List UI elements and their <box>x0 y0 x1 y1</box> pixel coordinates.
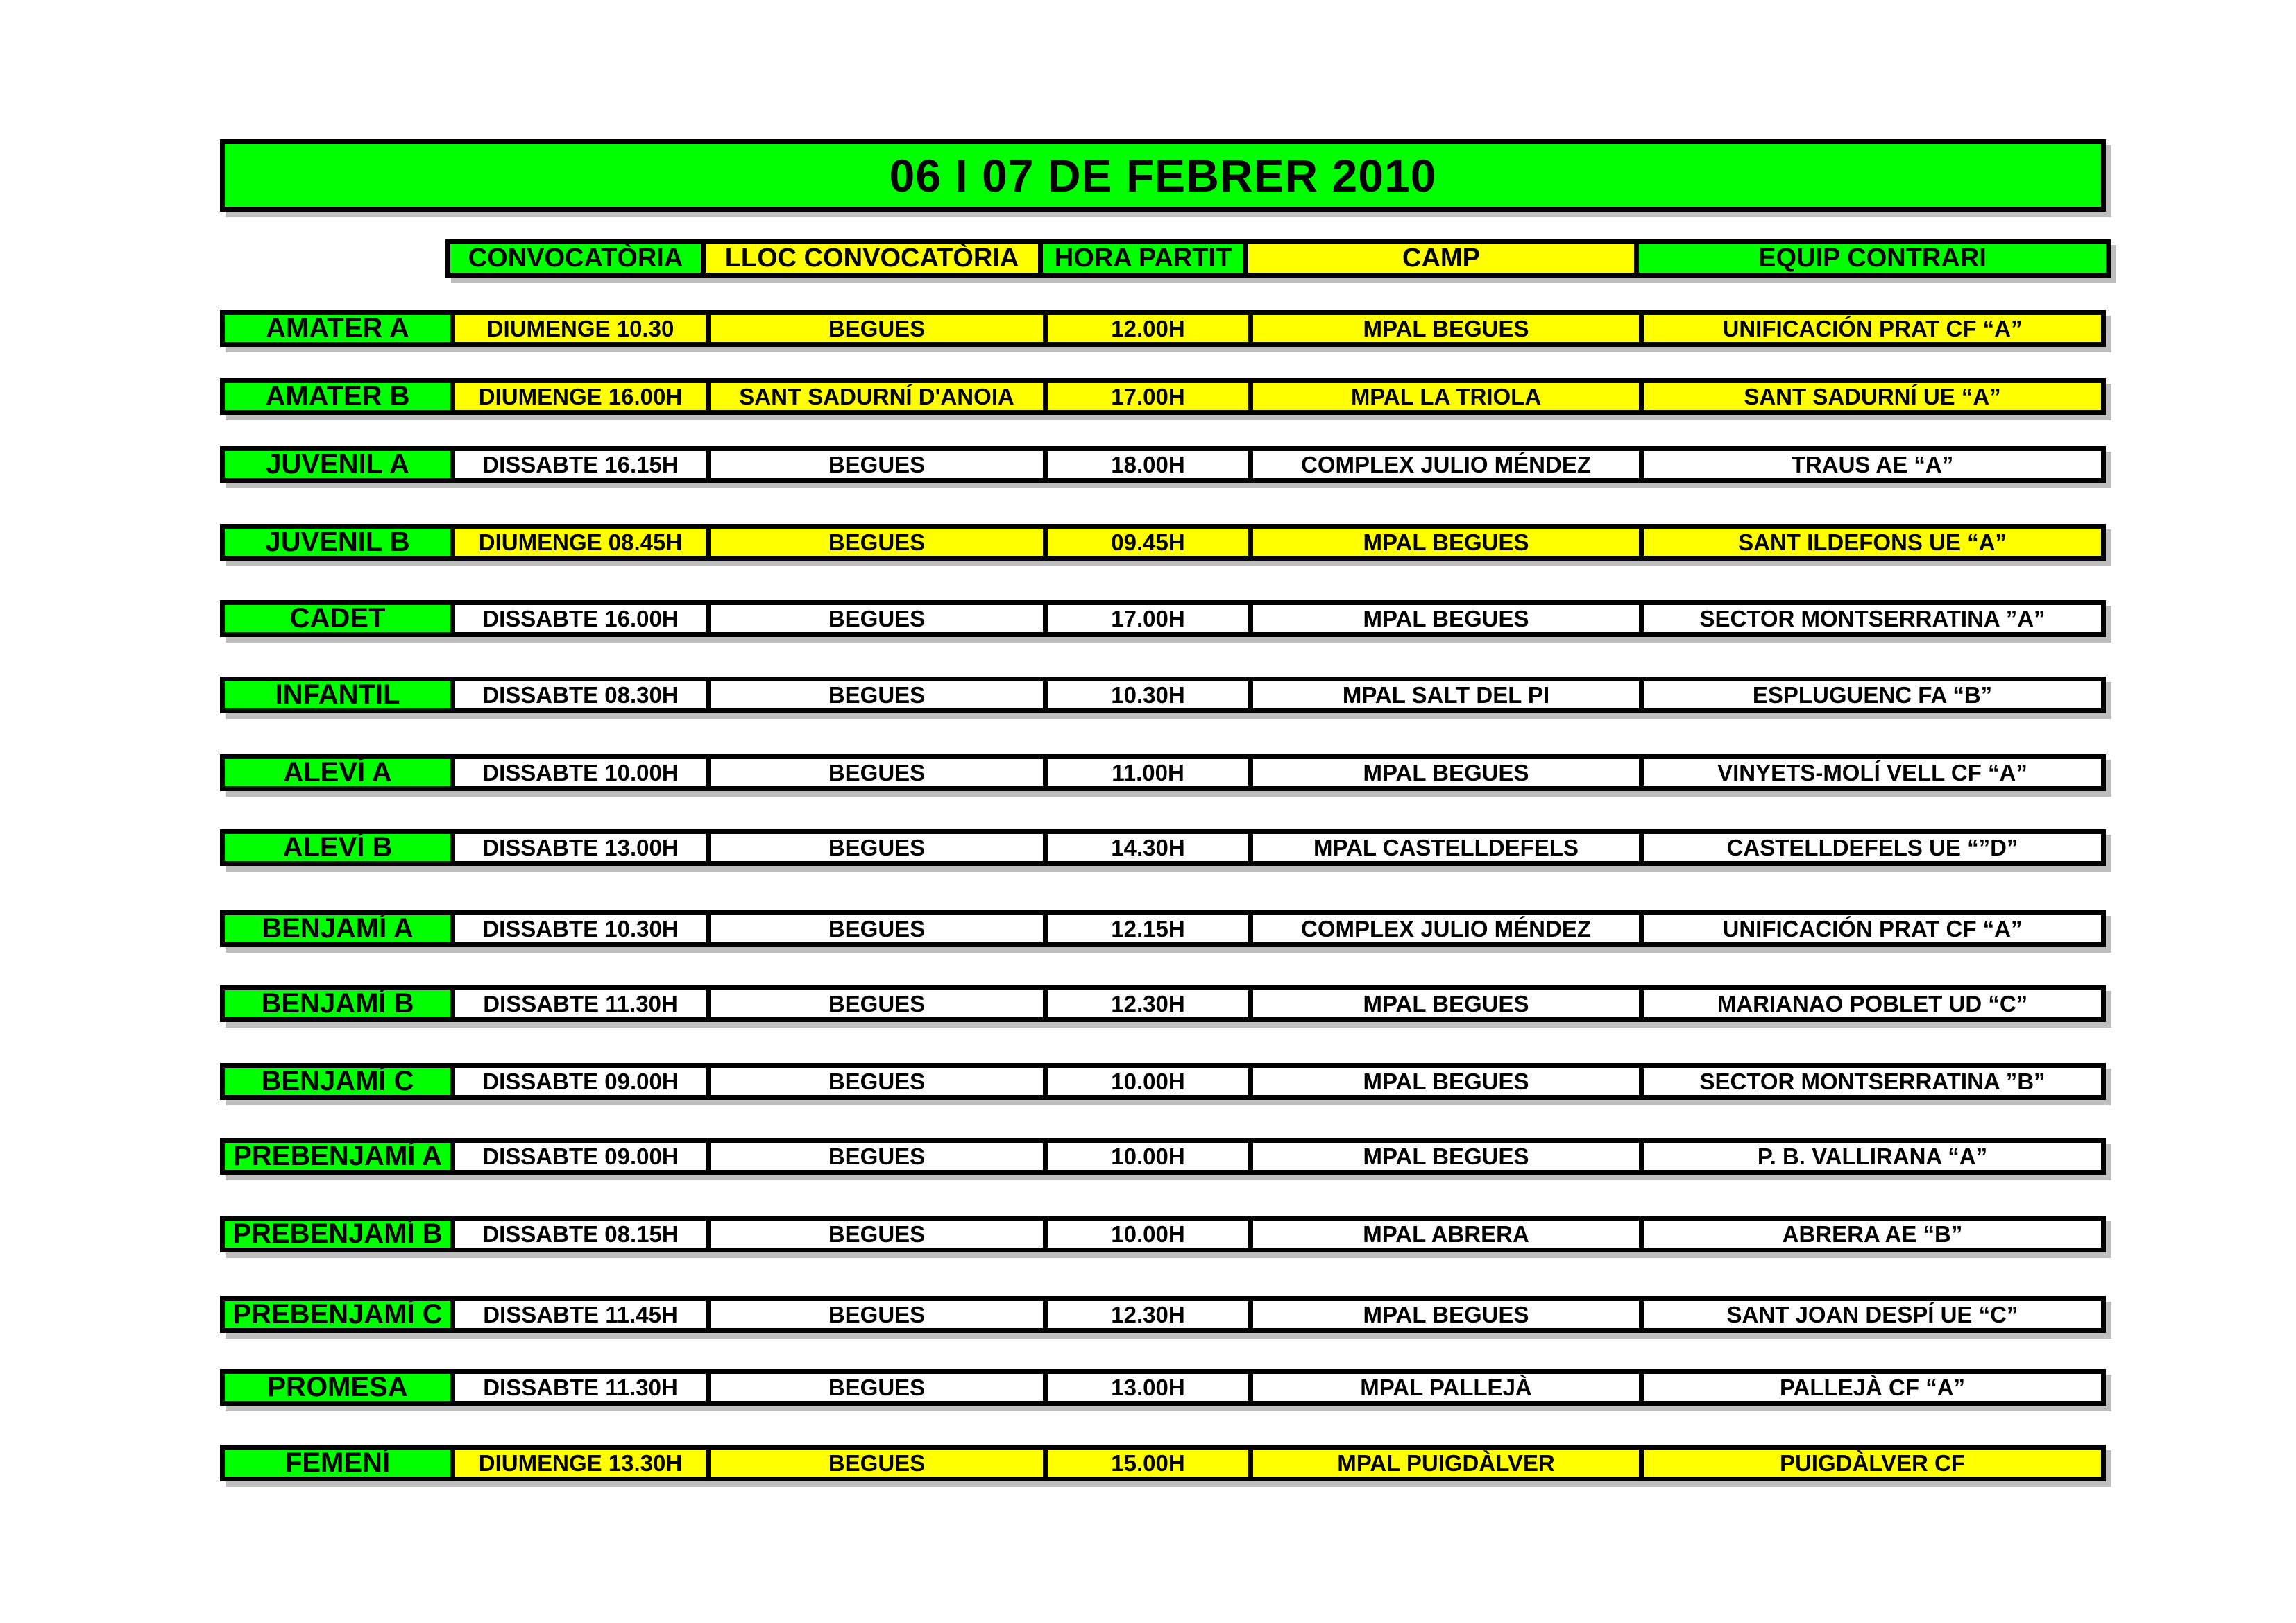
team-name-cell: FEMENÍ <box>225 1450 450 1477</box>
convocatoria-cell: DISSABTE 09.00H <box>455 1143 706 1170</box>
table-row <box>220 524 2106 561</box>
table-header-row <box>445 239 2111 278</box>
equip-contrari-cell: PALLEJÀ CF “A” <box>1644 1374 2101 1401</box>
column-header-camp: CAMP <box>1248 244 1634 273</box>
camp-cell: MPAL CASTELLDEFELS <box>1253 834 1639 861</box>
camp-cell: MPAL PUIGDÀLVER <box>1253 1450 1639 1477</box>
equip-contrari-cell: SECTOR MONTSERRATINA ”A” <box>1644 605 2101 632</box>
lloc-convocatoria-cell: BEGUES <box>711 315 1043 342</box>
camp-cell: MPAL SALT DEL PI <box>1253 681 1639 708</box>
equip-contrari-cell: SECTOR MONTSERRATINA ”B” <box>1644 1068 2101 1095</box>
camp-cell: MPAL LA TRIOLA <box>1253 383 1639 410</box>
equip-contrari-cell: VINYETS-MOLÍ VELL CF “A” <box>1644 759 2101 786</box>
column-header-hora-partit: HORA PARTIT <box>1043 244 1243 273</box>
table-row <box>220 1296 2106 1333</box>
equip-contrari-cell: P. B. VALLIRANA “A” <box>1644 1143 2101 1170</box>
equip-contrari-cell: SANT SADURNÍ UE “A” <box>1644 383 2101 410</box>
team-name-cell: AMATER B <box>225 383 450 410</box>
hora-partit-cell: 13.00H <box>1048 1374 1248 1401</box>
equip-contrari-cell: SANT ILDEFONS UE “A” <box>1644 529 2101 556</box>
hora-partit-cell: 10.00H <box>1048 1068 1248 1095</box>
hora-partit-cell: 12.15H <box>1048 915 1248 942</box>
team-name-cell: PREBENJAMÍ A <box>225 1143 450 1170</box>
equip-contrari-cell: ABRERA AE “B” <box>1644 1221 2101 1248</box>
table-row <box>220 600 2106 637</box>
table-row <box>220 1216 2106 1252</box>
convocatoria-cell: DISSABTE 08.30H <box>455 681 706 708</box>
hora-partit-cell: 10.00H <box>1048 1221 1248 1248</box>
lloc-convocatoria-cell: BEGUES <box>711 915 1043 942</box>
camp-cell: MPAL ABRERA <box>1253 1221 1639 1248</box>
table-row <box>220 829 2106 866</box>
camp-cell: COMPLEX JULIO MÉNDEZ <box>1253 915 1639 942</box>
column-header-equip-contrari: EQUIP CONTRARI <box>1639 244 2106 273</box>
camp-cell: MPAL BEGUES <box>1253 605 1639 632</box>
lloc-convocatoria-cell: BEGUES <box>711 605 1043 632</box>
camp-cell: MPAL BEGUES <box>1253 529 1639 556</box>
hora-partit-cell: 09.45H <box>1048 529 1248 556</box>
convocatoria-cell: DIUMENGE 13.30H <box>455 1450 706 1477</box>
hora-partit-cell: 18.00H <box>1048 451 1248 478</box>
lloc-convocatoria-cell: BEGUES <box>711 451 1043 478</box>
camp-cell: MPAL BEGUES <box>1253 315 1639 342</box>
table-row <box>220 985 2106 1022</box>
camp-cell: MPAL BEGUES <box>1253 990 1639 1017</box>
lloc-convocatoria-cell: SANT SADURNÍ D'ANOIA <box>711 383 1043 410</box>
lloc-convocatoria-cell: BEGUES <box>711 529 1043 556</box>
hora-partit-cell: 12.00H <box>1048 315 1248 342</box>
team-name-cell: BENJAMÍ C <box>225 1068 450 1095</box>
camp-cell: COMPLEX JULIO MÉNDEZ <box>1253 451 1639 478</box>
table-row <box>220 910 2106 947</box>
table-row <box>220 677 2106 713</box>
team-name-cell: PREBENJAMÍ B <box>225 1221 450 1248</box>
team-name-cell: BENJAMÍ B <box>225 990 450 1017</box>
table-row <box>220 446 2106 483</box>
convocatoria-cell: DIUMENGE 16.00H <box>455 383 706 410</box>
hora-partit-cell: 12.30H <box>1048 990 1248 1017</box>
convocatoria-cell: DISSABTE 16.00H <box>455 605 706 632</box>
convocatoria-cell: DISSABTE 11.30H <box>455 990 706 1017</box>
lloc-convocatoria-cell: BEGUES <box>711 1143 1043 1170</box>
convocatoria-cell: DISSABTE 09.00H <box>455 1068 706 1095</box>
team-name-cell: ALEVÍ B <box>225 834 450 861</box>
team-name-cell: AMATER A <box>225 315 450 342</box>
column-header-convocatoria: CONVOCATÒRIA <box>450 244 701 273</box>
hora-partit-cell: 10.00H <box>1048 1143 1248 1170</box>
team-name-cell: CADET <box>225 605 450 632</box>
hora-partit-cell: 11.00H <box>1048 759 1248 786</box>
table-row <box>220 1445 2106 1481</box>
camp-cell: MPAL BEGUES <box>1253 1301 1639 1328</box>
camp-cell: MPAL BEGUES <box>1253 759 1639 786</box>
convocatoria-cell: DIUMENGE 08.45H <box>455 529 706 556</box>
table-row <box>220 1063 2106 1100</box>
equip-contrari-cell: ESPLUGUENC FA “B” <box>1644 681 2101 708</box>
page-title: 06 I 07 DE FEBRER 2010 <box>220 139 2106 212</box>
convocatoria-cell: DISSABTE 16.15H <box>455 451 706 478</box>
equip-contrari-cell: MARIANAO POBLET UD “C” <box>1644 990 2101 1017</box>
lloc-convocatoria-cell: BEGUES <box>711 834 1043 861</box>
column-header-lloc-convocatoria: LLOC CONVOCATÒRIA <box>706 244 1038 273</box>
hora-partit-cell: 14.30H <box>1048 834 1248 861</box>
convocatoria-cell: DISSABTE 10.00H <box>455 759 706 786</box>
lloc-convocatoria-cell: BEGUES <box>711 1068 1043 1095</box>
hora-partit-cell: 12.30H <box>1048 1301 1248 1328</box>
equip-contrari-cell: PUIGDÀLVER CF <box>1644 1450 2101 1477</box>
team-name-cell: PREBENJAMÍ C <box>225 1301 450 1328</box>
team-name-cell: INFANTIL <box>225 681 450 708</box>
table-row <box>220 1138 2106 1175</box>
team-name-cell: PROMESA <box>225 1374 450 1401</box>
convocatoria-cell: DISSABTE 13.00H <box>455 834 706 861</box>
convocatoria-cell: DISSABTE 11.30H <box>455 1374 706 1401</box>
equip-contrari-cell: SANT JOAN DESPÍ UE “C” <box>1644 1301 2101 1328</box>
equip-contrari-cell: UNIFICACIÓN PRAT CF “A” <box>1644 915 2101 942</box>
table-row <box>220 378 2106 415</box>
convocatoria-cell: DISSABTE 11.45H <box>455 1301 706 1328</box>
lloc-convocatoria-cell: BEGUES <box>711 1450 1043 1477</box>
lloc-convocatoria-cell: BEGUES <box>711 1301 1043 1328</box>
convocatoria-cell: DISSABTE 08.15H <box>455 1221 706 1248</box>
camp-cell: MPAL BEGUES <box>1253 1143 1639 1170</box>
equip-contrari-cell: TRAUS AE “A” <box>1644 451 2101 478</box>
hora-partit-cell: 10.30H <box>1048 681 1248 708</box>
equip-contrari-cell: UNIFICACIÓN PRAT CF “A” <box>1644 315 2101 342</box>
hora-partit-cell: 15.00H <box>1048 1450 1248 1477</box>
table-row <box>220 1369 2106 1406</box>
camp-cell: MPAL PALLEJÀ <box>1253 1374 1639 1401</box>
lloc-convocatoria-cell: BEGUES <box>711 1221 1043 1248</box>
table-row <box>220 754 2106 791</box>
lloc-convocatoria-cell: BEGUES <box>711 990 1043 1017</box>
equip-contrari-cell: CASTELLDEFELS UE “”D” <box>1644 834 2101 861</box>
hora-partit-cell: 17.00H <box>1048 605 1248 632</box>
camp-cell: MPAL BEGUES <box>1253 1068 1639 1095</box>
team-name-cell: BENJAMÍ A <box>225 915 450 942</box>
team-name-cell: ALEVÍ A <box>225 759 450 786</box>
table-row <box>220 310 2106 347</box>
lloc-convocatoria-cell: BEGUES <box>711 759 1043 786</box>
convocatoria-cell: DIUMENGE 10.30 <box>455 315 706 342</box>
convocatoria-cell: DISSABTE 10.30H <box>455 915 706 942</box>
lloc-convocatoria-cell: BEGUES <box>711 681 1043 708</box>
hora-partit-cell: 17.00H <box>1048 383 1248 410</box>
team-name-cell: JUVENIL B <box>225 529 450 556</box>
lloc-convocatoria-cell: BEGUES <box>711 1374 1043 1401</box>
team-name-cell: JUVENIL A <box>225 451 450 478</box>
